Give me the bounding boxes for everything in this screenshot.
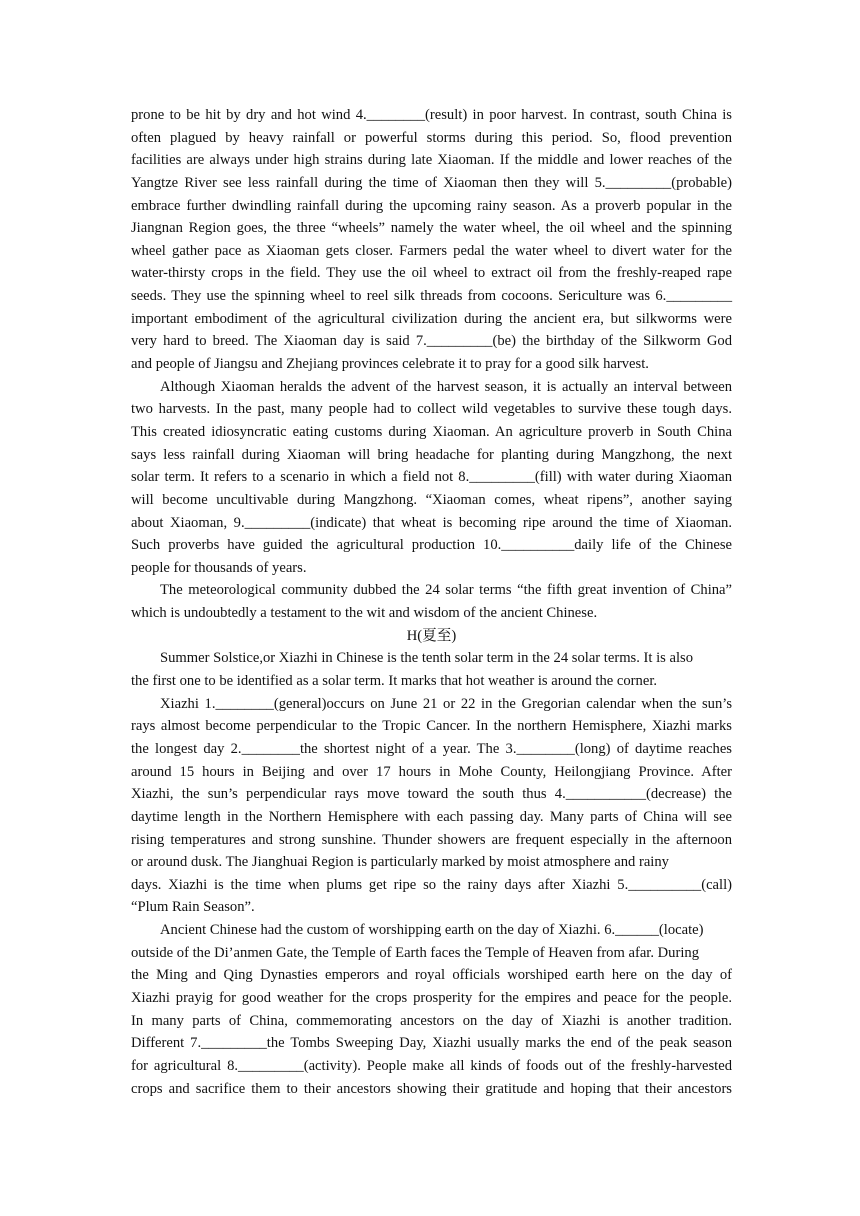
text-line: solar term. It refers to a scenario in which a field not 8._________(fill) with water during Xiaoman (131, 469, 732, 486)
text-line: important embodiment of the agricultural civilization during the ancient era, but silkworms were (131, 310, 732, 327)
text-line: seeds. They use the spinning wheel to reel silk threads from cocoons. Sericulture was 6._________ (131, 288, 732, 305)
text-line: Yangtze River see less rainfall during the time of Xiaoman then they will 5._________(probable) (131, 174, 732, 191)
text-line: rising temperatures and strong sunshine. Thunder showers are frequent especially in the afternoon (131, 831, 732, 848)
text-line: Xiazhi prayig for good weather for the crops prosperity for the empires and peace for the people. (131, 989, 732, 1006)
text-line: two harvests. In the past, many people had to collect wild vegetables to survive these tough days. (131, 401, 732, 418)
text-line: The meteorological community dubbed the 24 solar terms “the fifth great invention of China” (160, 582, 732, 599)
text-line: wheel gather pace as Xiaoman gets closer. Farmers pedal the water wheel to divert water for the (131, 242, 732, 259)
text-line: Different 7._________the Tombs Sweeping Day, Xiazhi usually marks the end of the peak season (131, 1035, 732, 1052)
text-line: the longest day 2.________the shortest night of a year. The 3.________(long) of daytime reaches (131, 740, 732, 757)
text-line: says less rainfall during Xiaoman will bring headache for planting during Mangzhong, the next (131, 446, 732, 463)
text-line: days. Xiazhi is the time when plums get ripe so the rainy days after Xiazhi 5.__________(call) (131, 876, 732, 893)
text-line: water-thirsty crops in the field. They use the oil wheel to extract oil from the freshly-reaped rape (131, 265, 732, 282)
text-line: In many parts of China, commemorating ancestors on the day of Xiazhi is another tradition. (131, 1012, 732, 1029)
text-line: crops and sacrifice them to their ancestors showing their gratitude and hoping that their ancestors (131, 1080, 732, 1097)
text-line: rays almost become perpendicular to the Tropic Cancer. In the northern Hemisphere, Xiazhi marks (131, 718, 732, 735)
text-line: facilities are always under high strains during late Xiaoman. If the middle and lower reaches of the (131, 152, 732, 169)
text-line: “Plum Rain Season”. (131, 899, 255, 916)
text-line: Xiazhi 1.________(general)occurs on June 21 or 22 in the Gregorian calendar when the sun’s (160, 695, 732, 712)
text-line: Summer Solstice,or Xiazhi in Chinese is the tenth solar term in the 24 solar terms. It is also (160, 650, 693, 667)
document-page (131, 104, 732, 1100)
text-line: prone to be hit by dry and hot wind 4.________(result) in poor harvest. In contrast, south China is (131, 107, 732, 123)
text-line: very hard to breed. The Xiaoman day is said 7._________(be) the birthday of the Silkworm God (131, 333, 732, 350)
text-line: This created idiosyncratic eating customs during Xiaoman. An agriculture proverb in South China (131, 423, 732, 440)
text-line: outside of the Di’anmen Gate, the Temple of Earth faces the Temple of Heaven from afar. During (131, 944, 699, 961)
text-line: often plagued by heavy rainfall or powerful storms during this period. So, flood prevention (131, 129, 732, 146)
text-line: around 15 hours in Beijing and over 17 hours in Mohe County, Heilongjiang Province. After (131, 763, 732, 780)
text-line: daytime length in the Northern Hemisphere with each passing day. Many parts of China will see (131, 808, 732, 825)
text-line: for agricultural 8._________(activity). People make all kinds of foods out of the freshly-harvested (131, 1057, 732, 1074)
text-line: embrace further dwindling rainfall during the upcoming rainy season. As a proverb popular in the (131, 197, 732, 214)
text-line: the Ming and Qing Dynasties emperors and royal officials worshiped earth here on the day of (131, 967, 732, 984)
text-line: Jiangnan Region goes, the three “wheels” namely the water wheel, the oil wheel and the spinning (131, 220, 732, 237)
text-line: about Xiaoman, 9._________(indicate) that wheat is becoming ripe around the time of Xiaoman. (131, 514, 732, 531)
text-line: which is undoubtedly a testament to the wit and wisdom of the ancient Chinese. (131, 605, 598, 622)
text-line: will become uncultivable during Mangzhong. “Xiaoman comes, wheat ripens”, another saying (131, 491, 732, 508)
text-line: the first one to be identified as a solar term. It marks that hot weather is around the corner. (131, 673, 658, 690)
text-line: people for thousands of years. (131, 559, 307, 576)
text-line: and people of Jiangsu and Zhejiang provinces celebrate it to pray for a good silk harvest. (131, 356, 649, 373)
section-heading: H(夏至) (406, 627, 457, 644)
text-line: or around dusk. The Jianghuai Region is particularly marked by moist atmosphere and rainy (131, 854, 669, 871)
text-line: Xiazhi, the sun’s perpendicular rays move toward the south thus 4.___________(decrease) the (131, 786, 732, 803)
text-line: Such proverbs have guided the agricultural production 10.__________daily life of the Chinese (131, 537, 732, 554)
text-line: Ancient Chinese had the custom of worshipping earth on the day of Xiazhi. 6.______(locate) (160, 922, 704, 939)
text-line: Although Xiaoman heralds the advent of the harvest season, it is actually an interval between (160, 378, 732, 395)
